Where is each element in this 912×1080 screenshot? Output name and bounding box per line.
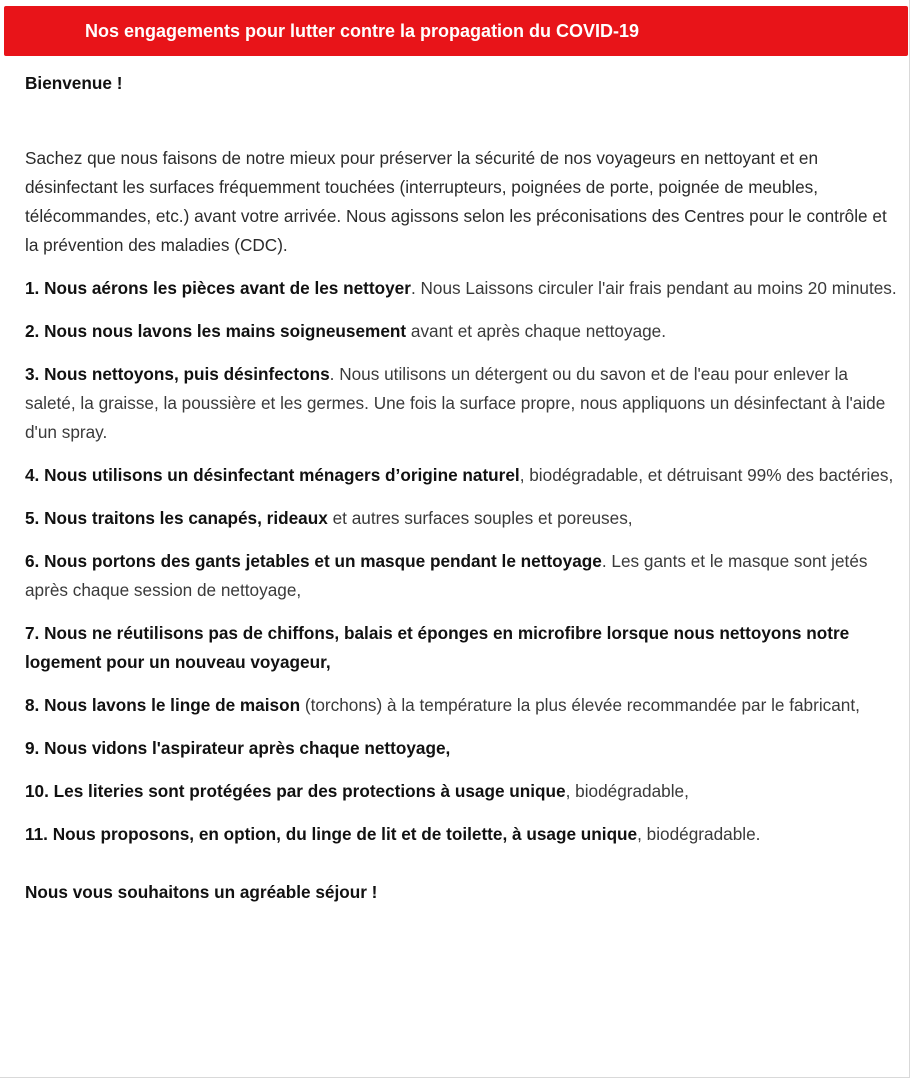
item-bold-text: 9. Nous vidons l'aspirateur après chaque nettoyage, bbox=[25, 738, 451, 758]
list-item bbox=[25, 734, 901, 763]
list-item bbox=[25, 461, 901, 490]
item-bold-text: 1. Nous aérons les pièces avant de les nettoyer bbox=[25, 278, 411, 298]
list-item bbox=[25, 619, 901, 677]
list-item bbox=[25, 504, 901, 533]
intro-paragraph: Sachez que nous faisons de notre mieux pour préserver la sécurité de nos voyageurs en nettoyant et en désinfectant les surfaces fréquemment touchées (interrupteurs, poignées de porte, poignée de meubles, télécommandes, etc.) avant votre arrivée. Nous agissons selon les préconisations des Centres pour le contrôle et la prévention des maladies (CDC). bbox=[25, 148, 887, 255]
item-text: . Les gants et le masque sont jetés après chaque session de nettoyage, bbox=[25, 551, 868, 600]
item-bold-text: 2. Nous nous lavons les mains soigneusement bbox=[25, 321, 407, 341]
list-item bbox=[25, 691, 901, 720]
item-bold-text: 3. Nous nettoyons, puis désinfectons bbox=[25, 364, 330, 384]
closing-message: Nous vous souhaitons un agréable séjour ! bbox=[25, 882, 378, 902]
item-text: (torchons) à la température la plus élevée recommandée par le fabricant, bbox=[300, 695, 860, 715]
item-bold-text: 6. Nous portons des gants jetables et un masque pendant le nettoyage bbox=[25, 551, 602, 571]
item-bold-text: 7. Nous ne réutilisons pas de chiffons, balais et éponges en microfibre lorsque nous nettoyons notre logement pour un nouveau voyageur, bbox=[25, 623, 850, 672]
item-text: , biodégradable, bbox=[565, 781, 689, 801]
list-item bbox=[25, 317, 901, 346]
item-bold-text: 10. Les literies sont protégées par des protections à usage unique bbox=[25, 781, 566, 801]
item-bold-text: 5. Nous traitons les canapés, rideaux bbox=[25, 508, 328, 528]
welcome-heading: Bienvenue ! bbox=[25, 73, 123, 93]
item-text: et autres surfaces souples et poreuses, bbox=[327, 508, 633, 528]
item-bold-text: 4. Nous utilisons un désinfectant ménagers d’origine naturel bbox=[25, 465, 520, 485]
item-text: . Nous Laissons circuler l'air frais pendant au moins 20 minutes. bbox=[410, 278, 897, 298]
list-item bbox=[25, 820, 901, 849]
item-text: . Nous utilisons un détergent ou du savon et de l'eau pour enlever la saleté, la graisse, la poussière et les germes. Une fois la surface propre, nous appliquons un désinfectant à l'aide d'un spray. bbox=[25, 364, 886, 442]
list-item bbox=[25, 274, 901, 303]
item-text: , biodégradable. bbox=[637, 824, 761, 844]
document-body bbox=[25, 69, 901, 907]
list-item bbox=[25, 547, 901, 605]
item-bold-text: 8. Nous lavons le linge de maison bbox=[25, 695, 301, 715]
list-item bbox=[25, 777, 901, 806]
item-text: , biodégradable, et détruisant 99% des bactéries, bbox=[519, 465, 894, 485]
item-bold-text: 11. Nous proposons, en option, du linge de lit et de toilette, à usage unique bbox=[25, 824, 638, 844]
banner-title: Nos engagements pour lutter contre la propagation du COVID-19 bbox=[4, 6, 908, 56]
item-text: avant et après chaque nettoyage. bbox=[406, 321, 667, 341]
list-item bbox=[25, 360, 901, 447]
